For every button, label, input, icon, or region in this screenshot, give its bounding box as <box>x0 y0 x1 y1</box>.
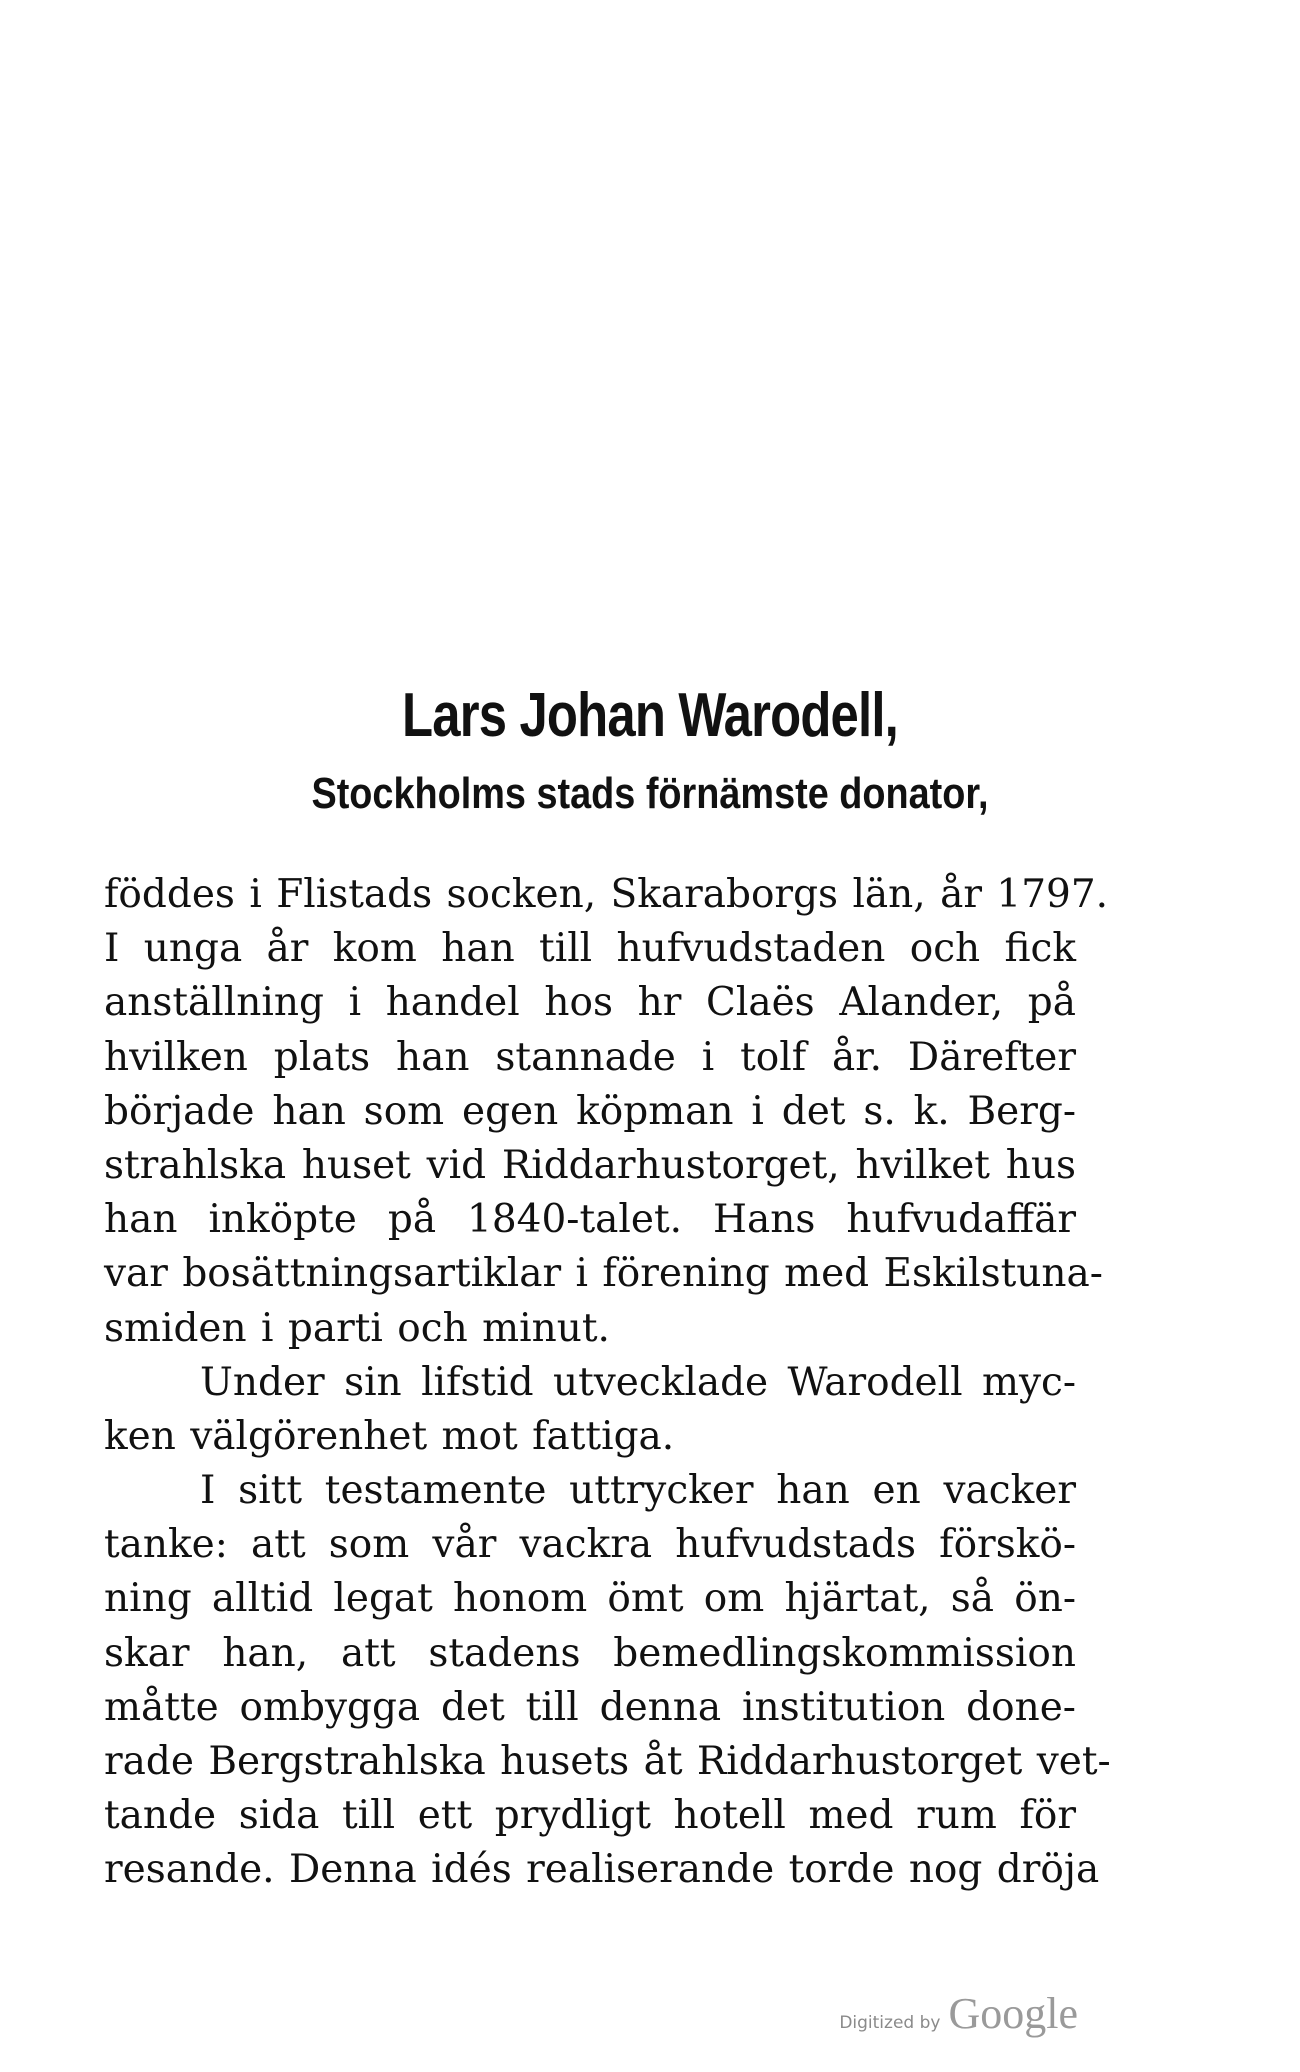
text-line: I unga år kom han till hufvudstaden och fick <box>104 926 1076 972</box>
text-line: hvilken plats han stannade i tolf år. Därefter <box>104 1034 1076 1080</box>
page-title: Lars Johan Warodell, <box>402 681 898 750</box>
text-line: föddes i Flistads socken, Skaraborgs län, år 1797. <box>104 872 1109 917</box>
text-line: ning alltid legat honom ömt om hjärtat, så ön- <box>104 1576 1076 1622</box>
digitized-watermark <box>839 1988 1078 2039</box>
text-line: resande. Denna idés realiserande torde nog dröja <box>104 1847 1100 1893</box>
text-line: I sitt testamente uttrycker han en vacker <box>200 1468 1076 1514</box>
text-line: började han som egen köpman i det s. k. Berg- <box>104 1088 1076 1134</box>
text-line: rade Bergstrahlska husets åt Riddarhustorget vet- <box>104 1739 1111 1784</box>
text-line: strahlska huset vid Riddarhustorget, hvilket hus <box>104 1142 1076 1188</box>
watermark-prefix: Digitized by <box>839 2013 941 2033</box>
text-line: var bosättningsartiklar i förening med Eskilstuna- <box>104 1251 1103 1297</box>
text-line: tande sida till ett prydligt hotell med rum för <box>104 1793 1076 1839</box>
text-line: anställning i handel hos hr Claës Alander, på <box>104 980 1076 1026</box>
text-line: tanke: att som vår vackra hufvudstads förskö- <box>104 1522 1076 1568</box>
text-line: Under sin lifstid utvecklade Warodell myc- <box>200 1359 1076 1405</box>
body-text <box>104 868 1111 1898</box>
text-line: måtte ombygga det till denna institution done- <box>104 1684 1076 1730</box>
page-subtitle: Stockholms stads förnämste donator, <box>311 769 989 818</box>
text-line: han inköpte på 1840-talet. Hans hufvudaffär <box>104 1197 1076 1243</box>
text-line: skar han, att stadens bemedlingskommission <box>104 1630 1076 1676</box>
text-line: smiden i parti och minut. <box>104 1305 610 1351</box>
text-line: ken välgörenhet mot fattiga. <box>104 1413 675 1459</box>
watermark-brand: Google <box>948 1989 1078 2038</box>
